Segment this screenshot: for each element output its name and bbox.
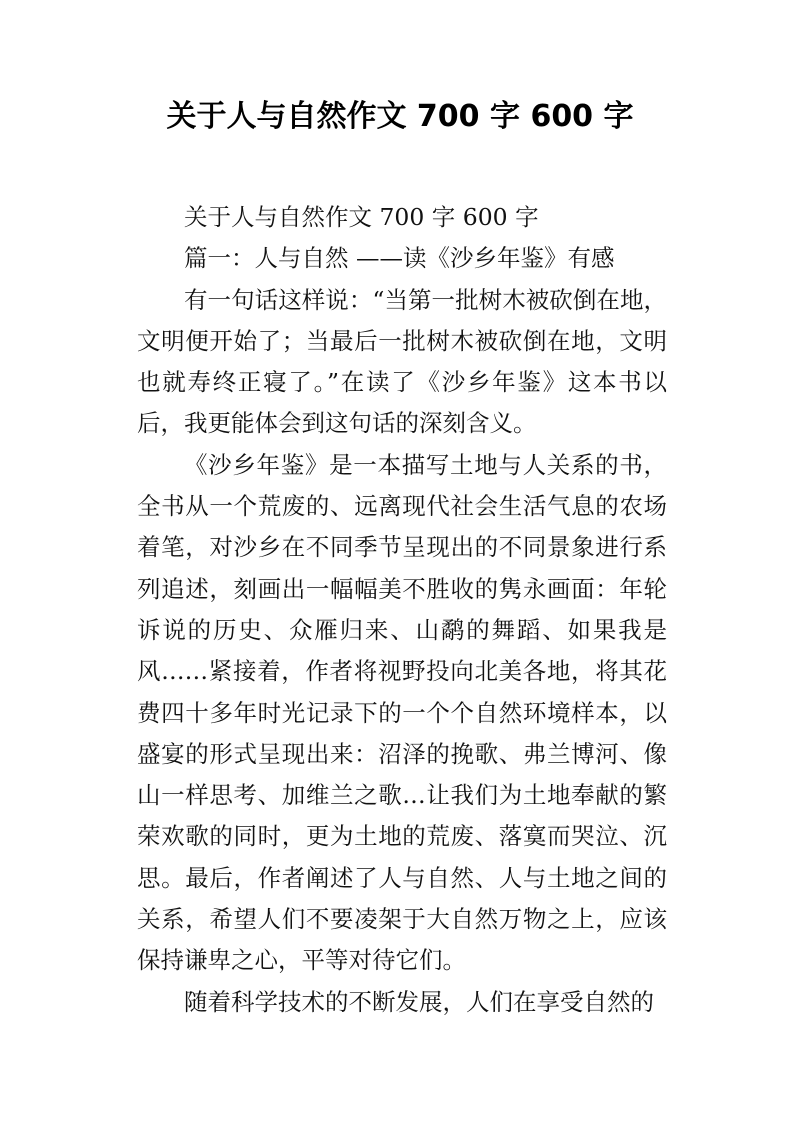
section-heading: 篇一：人与自然 ——读《沙乡年鉴》有感	[184, 244, 615, 273]
body-paragraph: 有一句话这样说：“当第一批树木被砍倒在地，文明便开始了；当最后一批树木被砍倒在地，文明也就寿终正寝了。”在读了《沙乡年鉴》这本书以后，我更能体会到这句话的深刻含义。	[137, 285, 667, 438]
body-paragraph: 随着科学技术的不断发展，人们在享受自然的	[184, 987, 654, 1016]
document-body	[137, 197, 667, 1023]
document-title: 关于人与自然作文 700 字 600 字	[166, 99, 634, 134]
body-paragraph: 《沙乡年鉴》是一本描写土地与人关系的书，全书从一个荒废的、远离现代社会生活气息的农场着笔，对沙乡在不同季节呈现出的不同景象进行系列追述，刻画出一幅幅美不胜收的隽永画面：年轮诉说的历史、众雁归来、山鹬的舞蹈、如果我是风……紧接着，作者将视野投向北美各地，将其花费四十多年时光记录下的一个个自然环境样本，以盛宴的形式呈现出来：沼泽的挽歌、弗兰博河、像山一样思考、加维兰之歌…让我们为土地奉献的繁荣欢歌的同时，更为土地的荒废、落寞而哭泣、沉思。最后，作者阐述了人与自然、人与土地之间的关系，希望人们不要凌架于大自然万物之上，应该保持谦卑之心，平等对待它们。	[137, 450, 667, 975]
subtitle-paragraph: 关于人与自然作文 700 字 600 字	[184, 203, 539, 231]
